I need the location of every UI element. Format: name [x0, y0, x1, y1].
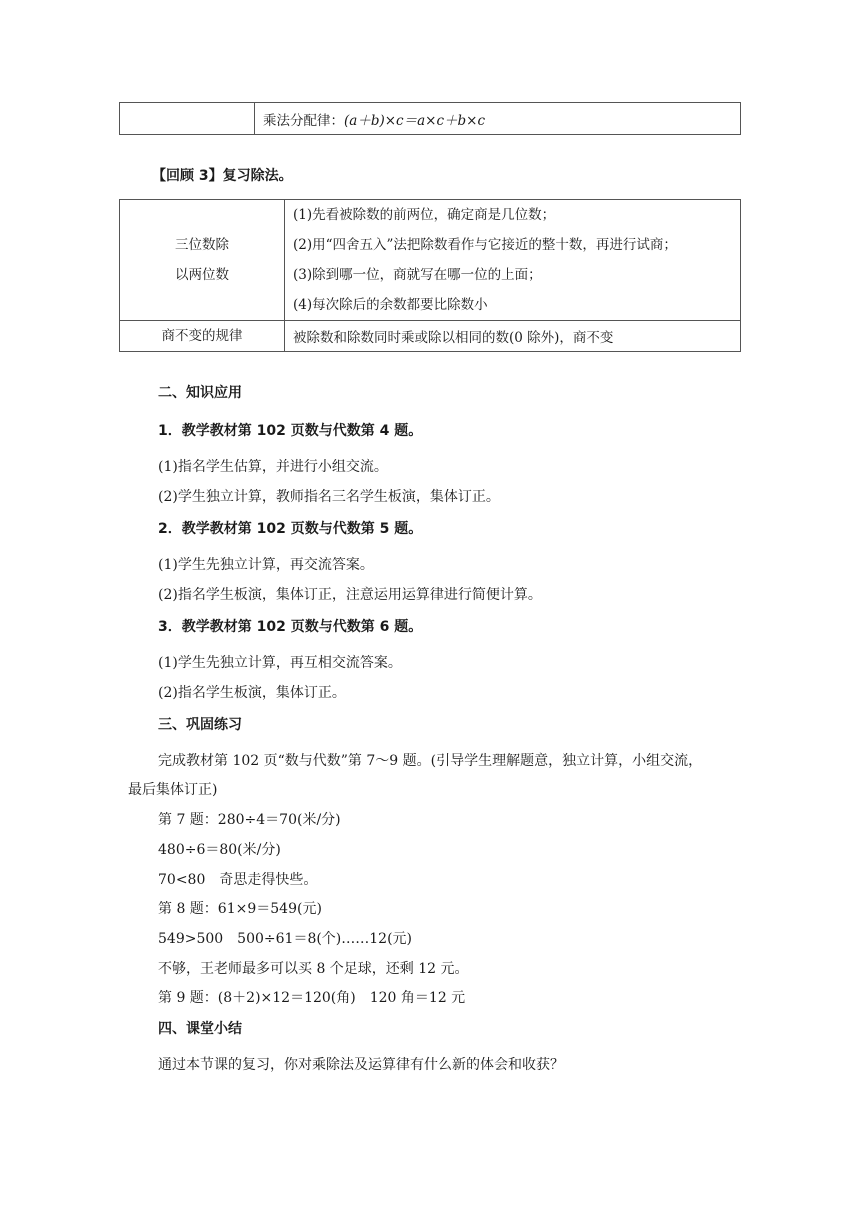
division-step: (3)除到哪一位，商就写在哪一位的上面；: [293, 267, 542, 283]
problem-9-line: 第 9 题：(8＋2)×12＝120(角) 120 角＝12 元: [158, 990, 466, 1006]
table-cell-three-digit-division: [120, 200, 285, 321]
question-1-title: 1．教学教材第 102 页数与代数第 4 题。: [158, 423, 423, 439]
practice-intro-line1: 完成教材第 102 页“数与代数”第 7～9 题。(引导学生理解题意，独立计算，小组交流，: [158, 753, 703, 769]
table-cell-distributive-law: [255, 103, 741, 135]
question-1-step-a: (1)指名学生估算，并进行小组交流。: [158, 459, 388, 475]
question-1-step-b: (2)学生独立计算，教师指名三名学生板演，集体订正。: [158, 489, 500, 505]
table-cell-division-steps: [285, 200, 741, 321]
quotient-rule-text: 被除数和除数同时乘或除以相同的数(0 除外)，商不变: [285, 321, 741, 352]
summary-question: 通过本节课的复习，你对乘除法及运算律有什么新的体会和收获？: [158, 1057, 564, 1073]
division-step: (4)每次除后的余数都要比除数小: [293, 297, 488, 313]
practice-intro-line2: 最后集体订正): [128, 782, 218, 798]
question-3-step-a: (1)学生先独立计算，再互相交流答案。: [158, 655, 402, 671]
question-2-step-a: (1)学生先独立计算，再交流答案。: [158, 557, 374, 573]
division-step: (2)用“四舍五入”法把除数看作与它接近的整十数，再进行试商；: [293, 237, 677, 253]
row-heading-quotient-rule: 商不变的规律: [120, 321, 285, 352]
table-row: [120, 200, 741, 321]
problem-7-line2: 480÷6＝80(米/分): [158, 842, 281, 858]
distributive-law-label: 乘法分配律：: [263, 112, 344, 129]
row-heading-line1: 三位数除: [175, 237, 229, 253]
section-consolidation-practice: 三、巩固练习: [158, 717, 242, 733]
question-3-title: 3．教学教材第 102 页数与代数第 6 题。: [158, 619, 423, 635]
section-class-summary: 四、课堂小结: [158, 1021, 242, 1037]
table-cell-empty: [120, 103, 255, 135]
review3-heading: 【回顾 3】复习除法。: [152, 168, 293, 184]
question-2-step-b: (2)指名学生板演，集体订正，注意运用运算律进行简便计算。: [158, 587, 542, 603]
distributive-law-formula: (a＋b)×c＝a×c＋b×c: [344, 112, 486, 129]
problem-7-line1: 第 7 题：280÷4＝70(米/分): [158, 812, 341, 828]
table-row: [120, 321, 741, 352]
problem-8-line1: 第 8 题：61×9＝549(元): [158, 901, 322, 917]
multiplication-law-table: [119, 102, 741, 135]
row-heading-line2: 以两位数: [175, 267, 229, 283]
problem-8-line3: 不够，王老师最多可以买 8 个足球，还剩 12 元。: [158, 961, 469, 977]
question-3-step-b: (2)指名学生板演，集体订正。: [158, 685, 346, 701]
division-step: (1)先看被除数的前两位，确定商是几位数；: [293, 207, 556, 223]
table-row: [120, 103, 741, 135]
section-knowledge-application: 二、知识应用: [158, 385, 242, 401]
problem-7-line3: 70<80 奇思走得快些。: [158, 872, 318, 888]
division-review-table: [119, 199, 741, 352]
question-2-title: 2．教学教材第 102 页数与代数第 5 题。: [158, 521, 423, 537]
problem-8-line2: 549>500 500÷61＝8(个)……12(元): [158, 931, 413, 947]
